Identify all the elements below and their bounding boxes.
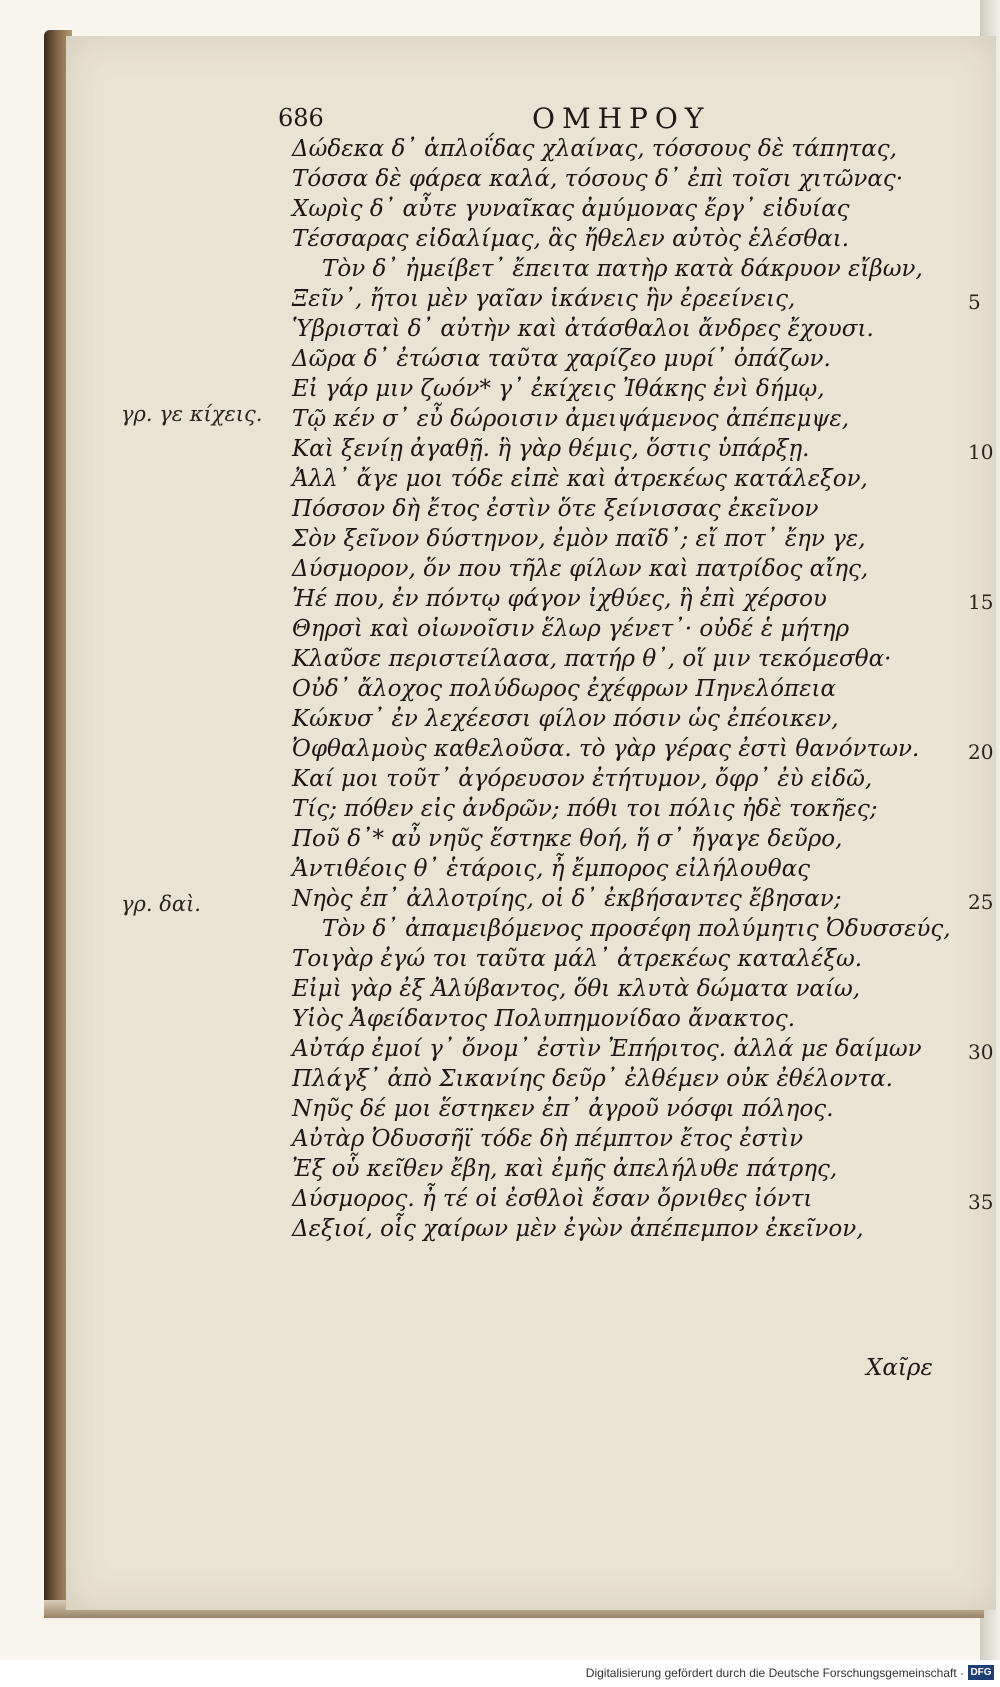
line-number: 30 <box>968 1040 994 1064</box>
verse-line: Ξεῖν᾽, ἤτοι μὲν γαῖαν ἱκάνεις ἣν ἐρεείνεις, <box>292 286 796 312</box>
verse-line: Ἐξ οὗ κεῖθεν ἔβη, καὶ ἐμῆς ἀπελήλυθε πάτρης, <box>292 1156 838 1182</box>
verse-line: Τίς; πόθεν εἰς ἀνδρῶν; πόθι τοι πόλις ἠδὲ τοκῆες; <box>292 796 878 822</box>
verse-line: Πόσσον δὴ ἔτος ἐστὶν ὅτε ξείνισσας ἐκεῖνον <box>292 496 819 522</box>
verse-line: Κλαῦσε περιστείλασα, πατήρ θ᾽, οἵ μιν τεκόμεσθα· <box>292 646 892 672</box>
verse-line: Εἰμὶ γὰρ ἐξ Ἀλύβαντος, ὅθι κλυτὰ δώματα ναίω, <box>292 976 861 1002</box>
line-number: 20 <box>968 740 994 764</box>
verse-line: Τῷ κέν σ᾽ εὖ δώροισιν ἀμειψάμενος ἀπέπεμψε, <box>292 406 850 432</box>
margin-note: γρ. δαὶ. <box>121 892 201 916</box>
catchword: Χαῖρε <box>866 1355 933 1381</box>
verse-line: Οὐδ᾽ ἄλοχος πολύδωρος ἐχέφρων Πηνελόπεια <box>292 676 837 702</box>
verse-line: Τοιγὰρ ἐγώ τοι ταῦτα μάλ᾽ ἀτρεκέως καταλέξω. <box>292 946 863 972</box>
line-number: 10 <box>968 440 994 464</box>
verse-line: Νηῦς δέ μοι ἕστηκεν ἐπ᾽ ἀγροῦ νόσφι πόληος. <box>292 1096 834 1122</box>
verse-line: Ποῦ δ᾽* αὖ νηῦς ἕστηκε θοή, ἥ σ᾽ ἤγαγε δεῦρο, <box>292 826 843 852</box>
verse-line: Τὸν δ᾽ ἀπαμειβόμενος προσέφη πολύμητις Ὀδυσσεύς, <box>322 916 951 942</box>
verse-line: Ὀφθαλμοὺς καθελοῦσα. τὸ γὰρ γέρας ἐστὶ θανόντων. <box>292 736 920 762</box>
running-head: ΟΜΗΡΟΥ <box>532 102 711 135</box>
verse-line: Καὶ ξενίῃ ἀγαθῇ. ἣ γὰρ θέμις, ὅστις ὑπάρξῃ. <box>292 436 810 462</box>
verse-line: Δώδεκα δ᾽ ἁπλοΐδας χλαίνας, τόσσους δὲ τάπητας, <box>292 136 897 162</box>
verse-line: Αὐτάρ ἐμοί γ᾽ ὄνομ᾽ ἐστὶν Ἐπήριτος. ἀλλά με δαίμων <box>292 1036 922 1062</box>
verse-line: Πλάγξ᾽ ἀπὸ Σικανίης δεῦρ᾽ ἐλθέμεν οὐκ ἐθέλοντα. <box>292 1066 893 1092</box>
verse-line: Εἰ γάρ μιν ζωόν* γ᾽ ἐκίχεις Ἰθάκης ἐνὶ δήμῳ, <box>292 376 825 402</box>
verse-line: Τὸν δ᾽ ἠμείβετ᾽ ἔπειτα πατὴρ κατὰ δάκρυον εἴβων, <box>322 256 923 282</box>
verse-line: Σὸν ξεῖνον δύστηνον, ἐμὸν παῖδ᾽; εἴ ποτ᾽ ἔην γε, <box>292 526 866 552</box>
line-number: 15 <box>968 590 994 614</box>
verse-line: Δύσμορον, ὅν που τῆλε φίλων καὶ πατρίδος αἴης, <box>292 556 869 582</box>
line-number: 5 <box>968 290 981 314</box>
verse-line: Αὐτὰρ Ὀδυσσῆϊ τόδε δὴ πέμπτον ἔτος ἐστὶν <box>292 1126 804 1152</box>
verse-line: Χωρὶς δ᾽ αὖτε γυναῖκας ἀμύμονας ἔργ᾽ εἰδυίας <box>292 196 850 222</box>
verse-line: Υἱὸς Ἀφείδαντος Πολυπημονίδαο ἄνακτος. <box>292 1006 796 1032</box>
line-number: 35 <box>968 1190 994 1214</box>
verse-line: Θηρσὶ καὶ οἰωνοῖσιν ἕλωρ γένετ᾽· οὐδέ ἑ μήτηρ <box>292 616 850 642</box>
footer-credit: Digitalisierung gefördert durch die Deutsche Forschungsgemeinschaft · <box>585 1666 964 1680</box>
line-number: 25 <box>968 890 994 914</box>
page-number: 686 <box>278 104 324 132</box>
verse-line: Δύσμορος. ἦ τέ οἱ ἐσθλοὶ ἔσαν ὄρνιθες ἰόντι <box>292 1186 813 1212</box>
verse-line: Ἠέ που, ἐν πόντῳ φάγον ἰχθύες, ἢ ἐπὶ χέρσου <box>292 586 827 612</box>
verse-line: Τέσσαρας εἰδαλίμας, ἃς ἤθελεν αὐτὸς ἑλέσθαι. <box>292 226 850 252</box>
verse-line: Νηὸς ἐπ᾽ ἀλλοτρίης, οἱ δ᾽ ἐκβήσαντες ἔβησαν; <box>292 886 842 912</box>
verse-line: Ἀντιθέοις θ᾽ ἑτάροις, ἦ ἔμπορος εἰλήλουθας <box>292 856 811 882</box>
verse-line: Κώκυσ᾽ ἐν λεχέεσσι φίλον πόσιν ὡς ἐπέοικεν, <box>292 706 839 732</box>
verse-line: Δῶρα δ᾽ ἐτώσια ταῦτα χαρίζεο μυρί᾽ ὀπάζων. <box>292 346 831 372</box>
verse-line: Ἀλλ᾽ ἄγε μοι τόδε εἰπὲ καὶ ἀτρεκέως κατάλεξον, <box>292 466 868 492</box>
margin-note: γρ. γε κίχεις. <box>121 402 263 426</box>
verse-line: Καί μοι τοῦτ᾽ ἀγόρευσον ἐτήτυμον, ὄφρ᾽ ἐὺ εἰδῶ, <box>292 766 873 792</box>
verse-line: Δεξιοί, οἷς χαίρων μὲν ἐγὼν ἀπέπεμπον ἐκεῖνον, <box>292 1216 864 1242</box>
verse-line: Τόσσα δὲ φάρεα καλά, τόσους δ᾽ ἐπὶ τοῖσι χιτῶνας· <box>292 166 904 192</box>
dfg-logo: DFG <box>968 1665 994 1680</box>
verse-line: Ὑβρισταὶ δ᾽ αὐτὴν καὶ ἀτάσθαλοι ἄνδρες ἔχουσι. <box>292 316 874 342</box>
